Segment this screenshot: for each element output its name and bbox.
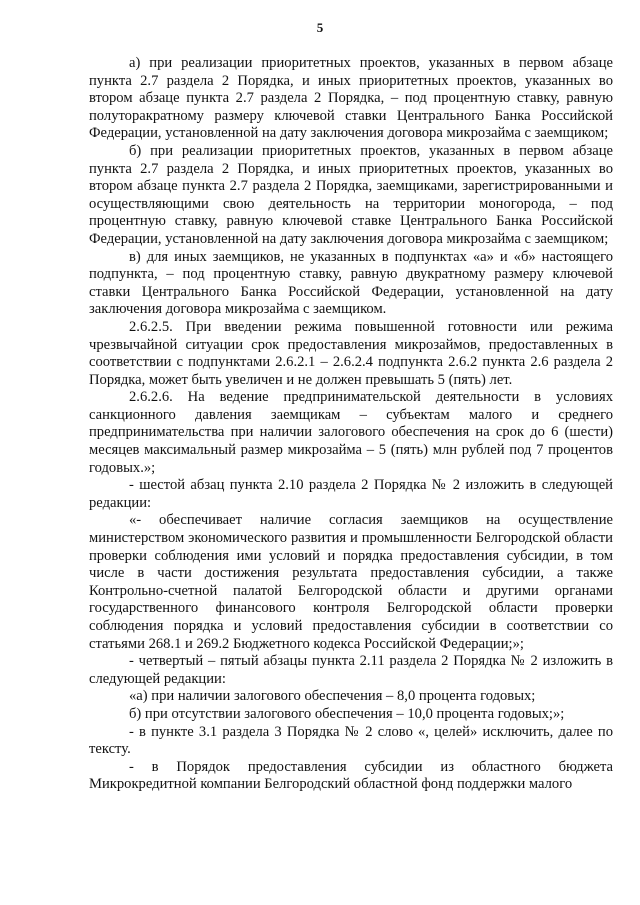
paragraph-2-6-2-6: 2.6.2.6. На ведение предпринимательской деятельности в условиях санкционного давления заемщикам – субъектам малого и среднего предпринимательства при наличии залогового обеспечения на срок до 6 (шести) месяцев максимальный размер микрозайма – 5 (пять) млн рублей под 7 процентов годовых.»; [89,389,613,476]
paragraph-subitem-a: а) при реализации приоритетных проектов, указанных в первом абзаце пункта 2.7 раздела 2 Порядка, и иных приоритетных проектов, указанных во втором абзаце пункта 2.7 раздела 2 Порядка, – под процентную ставку, равную полуторакратному размеру ключевой ставки Центрального Банка Российской Федерации, установленной на дату заключения договора микрозайма с заемщиком; [89,55,613,142]
paragraph-amend-2-11: - четвертый – пятый абзацы пункта 2.11 раздела 2 Порядка № 2 изложить в следующей редакции: [89,653,613,687]
paragraph-amend-3-1: - в пункте 3.1 раздела 3 Порядка № 2 слово «, целей» исключить, далее по тексту. [89,723,613,758]
paragraph-rate-with-collateral: «а) при наличии залогового обеспечения – 8,0 процента годовых; [129,688,536,705]
paragraph-2-6-2-5: 2.6.2.5. При введении режима повышенной готовности или режима чрезвычайной ситуации срок предоставления микрозаймов, предоставленных в соответствии с подпунктами 2.6.2.1 – 2.6.2.4 подпункта 2.6.2 пункта 2.6 раздела 2 Порядка, может быть увеличен и не должен превышать 5 (пять) лет. [89,318,613,388]
page-number: 5 [316,20,324,35]
paragraph-subitem-v: в) для иных заемщиков, не указанных в подпунктах «а» и «б» настоящего подпункта, – под процентную ставку, равную двукратному размеру ключевой ставки Центрального Банка Российской Федерации, установленной на дату заключения договора микрозайма с заемщиком. [89,248,613,318]
paragraph-rate-without-collateral: б) при отсутствии залогового обеспечения – 10,0 процента годовых;»; [129,705,565,722]
paragraph-amend-2-10: - шестой абзац пункта 2.10 раздела 2 Порядка № 2 изложить в следующей редакции: [89,477,613,511]
paragraph-quoted-consent: «- обеспечивает наличие согласия заемщиков на осуществление министерством экономического развития и промышленности Белгородской области проверки соблюдения ими условий и порядка предоставления субсидии, в том числе в части достижения результата предоставления субсидии, а также Контрольно-счетной палатой Белгородской области и другими органами государственного финансового контроля Белгородской области проверки соблюдения порядка и условий предоставления субсидии в соответствии со статьями 268.1 и 269.2 Бюджетного кодекса Российской Федерации;»; [89,512,613,652]
paragraph-subsidy-order: - в Порядок предоставления субсидии из областного бюджета Микрокредитной компании Белгородский областной фонд поддержки малого [89,758,613,793]
document-body [89,55,613,794]
paragraph-subitem-b: б) при реализации приоритетных проектов, указанных в первом абзаце пункта 2.7 раздела 2 Порядка, и иных приоритетных проектов, указанных во втором абзаце пункта 2.7 раздела 2 Порядка, заемщиками, зарегистрированными и осуществляющими свою деятельность на территории моногорода, – под процентную ставку, равную ключевой ставке Центрального Банка Российской Федерации, установленной на дату заключения договора микрозайма с заемщиком; [89,142,613,247]
